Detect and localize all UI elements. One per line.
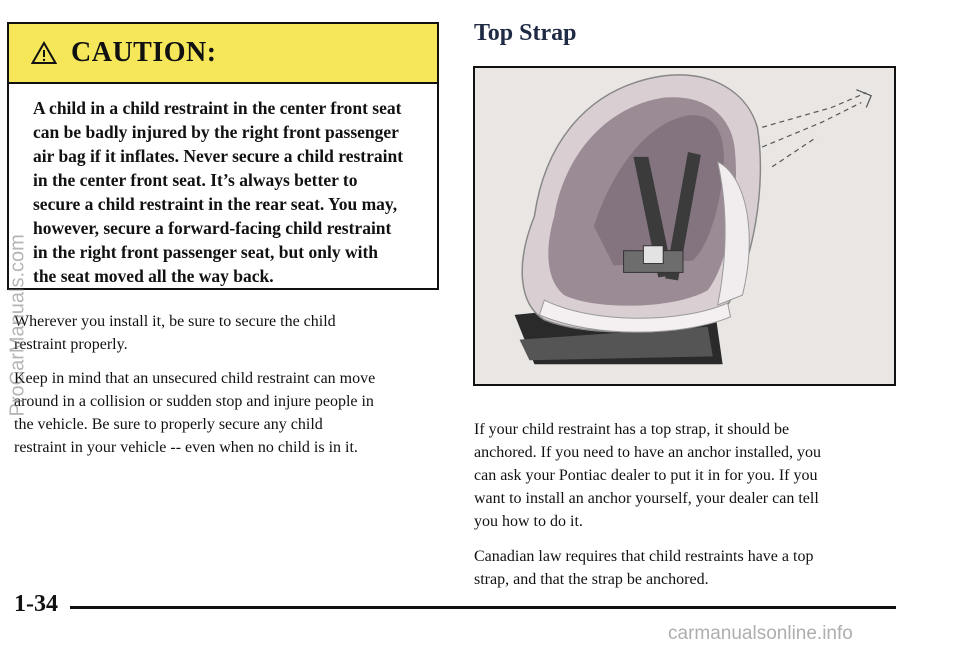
paragraph: If your child restraint has a top strap, it should be anchored. If you need to have an anchor installed, you can ask your Pontiac dealer to put it in for you. If you want to install an anchor yourself, your dealer can tell you how to do it. — [474, 421, 821, 530]
caution-title: CAUTION: — [71, 37, 217, 68]
bottom-watermark: carmanualsonline.info — [668, 623, 853, 644]
caution-line: secure a child restraint in the rear seat. You may, — [33, 194, 398, 214]
child-seat-illustration-icon — [475, 68, 894, 384]
caution-box — [7, 22, 439, 290]
caution-line: in the center front seat. It’s always better to — [33, 170, 358, 190]
caution-line: A child in a child restraint in the center front seat — [33, 98, 402, 118]
caution-line: however, secure a forward-facing child restraint — [33, 218, 392, 238]
caution-header — [9, 24, 437, 84]
footer-rule — [70, 606, 896, 609]
paragraph: Canadian law requires that child restraints have a top strap, and that the strap be anchored. — [474, 548, 814, 588]
warning-triangle-icon — [31, 41, 57, 65]
caution-line: air bag if it inflates. Never secure a child restraint — [33, 146, 404, 166]
right-body-text — [474, 418, 894, 603]
paragraph: Keep in mind that an unsecured child restraint can move around in a collision or sudden stop and injure people in the vehicle. Be sure to properly secure any child restraint in your vehicle -- even when no child is in it. — [14, 370, 376, 456]
section-title: Top Strap — [474, 20, 577, 46]
caution-line: in the right front passenger seat, but only with — [33, 242, 379, 262]
left-body-text — [14, 310, 439, 470]
paragraph: Wherever you install it, be sure to secure the child restraint properly. — [14, 313, 336, 353]
child-seat-figure — [473, 66, 896, 386]
page-number: 1-34 — [14, 591, 58, 617]
side-watermark: ProCarManuals.com — [6, 234, 29, 417]
caution-line: can be badly injured by the right front passenger — [33, 122, 399, 142]
caution-line: the seat moved all the way back. — [33, 266, 274, 286]
caution-text — [9, 84, 437, 288]
